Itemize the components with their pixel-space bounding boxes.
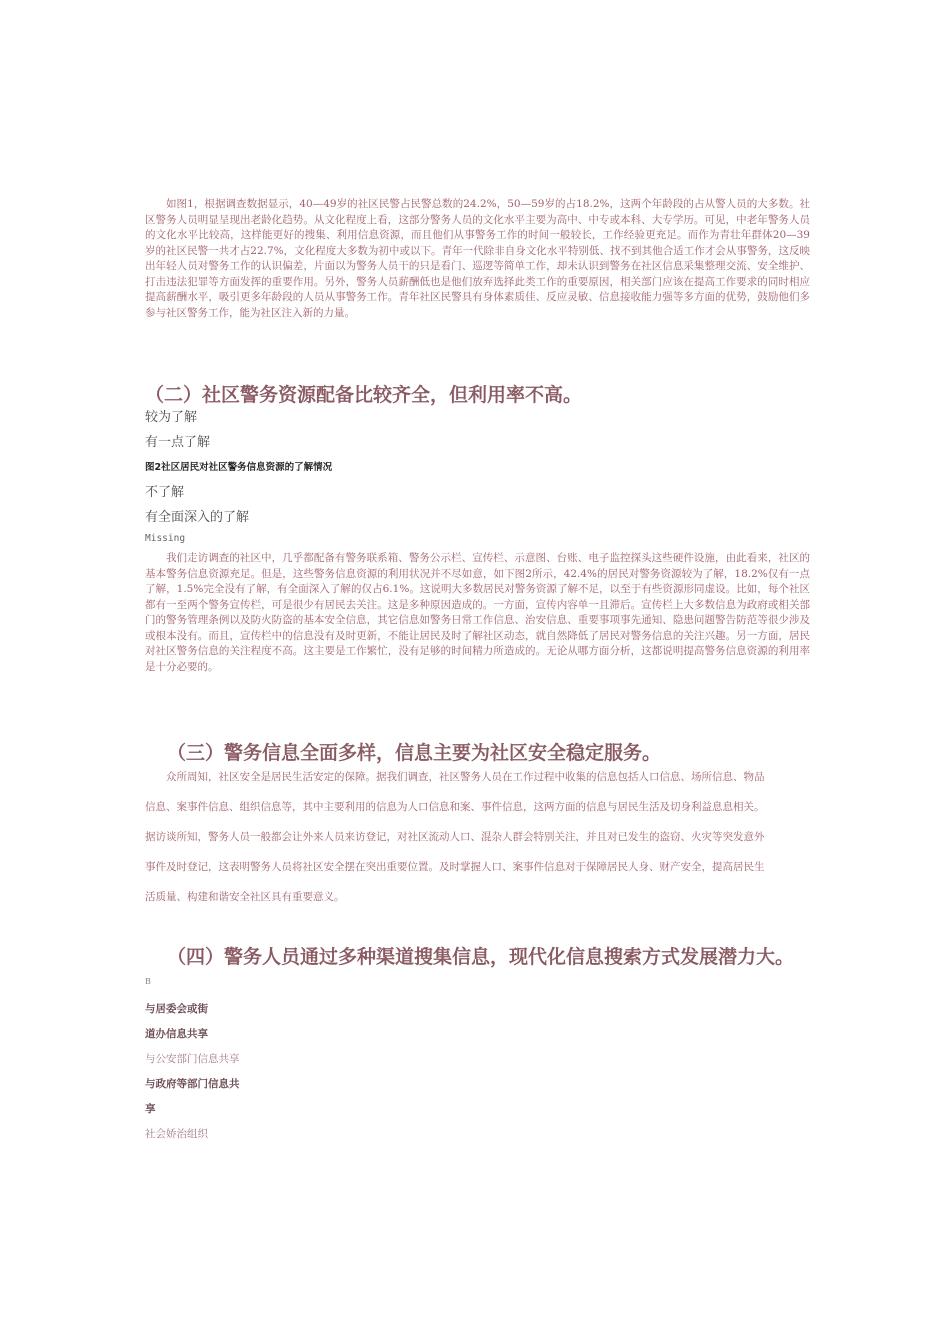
figure2-legend-not-aware: 不了解	[145, 485, 185, 500]
figure4-item: 与政府等部门信息共	[145, 1078, 240, 1090]
paragraph-resource-utilization: 我们走访调查的社区中，几乎都配备有警务联系箱、警务公示栏、宣传栏、示意图、台账、电子监控探头这些硬件设施，由此看来，社区的基本警务信息资源充足。但是，这些警务信息资源的利用状况并不尽如意，如下图2所示，42.4%的居民对警务资源较为了解，18.2%仅有一点了解，1.5%完全没有了解，有全面深入了解的仅占6.1%。这说明大多数居民对警务资源了解不足，以至于有些资源形同虚设。比如，每个社区都有一至两个警务宣传栏，可是很少有居民去关注。这是多种原因造成的。一方面，宣传内容单一且滞后。宣传栏上大多数信息为政府或相关部门的警务管理条例以及防火防盗的基本安全信息，其它信息如警务日常工作信息、治安信息、重要事项事先通知、隐患问题警告防范等很少涉及或根本没有。而且，宣传栏中的信息没有及时更新，不能让居民及时了解社区动态，就自然降低了居民对警务信息的关注兴趣。另一方面，居民对社区警务信息的关注程度不高。这主要是工作繁忙，没有足够的时间精力所造成的。无论从哪方面分析，这都说明提高警务信息资源的利用率是十分必要的。	[145, 552, 810, 673]
section-heading-3: （三）警务信息全面多样，信息主要为社区安全稳定服务。	[167, 742, 662, 764]
figure4-item: 道办信息共享	[145, 1028, 208, 1040]
paragraph-community-safety	[145, 770, 810, 920]
figure4-item: 享	[145, 1103, 156, 1115]
figure4-item: 与居委会或街	[145, 1003, 208, 1015]
paragraph-line: 据访谈所知，警务人员一般都会让外来人员来访登记，对社区流动人口、混杂人群会特别关注，并且对已发生的盗窃、火灾等突发意外	[145, 831, 765, 843]
paragraph-line: 活质量、构建和谐安全社区具有重要意义。	[145, 891, 345, 903]
figure4-item: 社会娇治组织	[145, 1128, 208, 1140]
section-heading-4: （四）警务人员通过多种渠道搜集信息，现代化信息搜索方式发展潜力大。	[167, 946, 795, 968]
paragraph-line: 事件及时登记，这表明警务人员将社区安全摆在突出重要位置。及时掌握人口、案事件信息对于保障居民人身、财产安全，提高居民生	[145, 861, 765, 873]
section-heading-2: （二）社区警务资源配备比较齐全，但利用率不高。	[145, 384, 583, 406]
figure2-missing-label: Missing	[145, 533, 186, 544]
paragraph-line: 众所周知，社区安全是居民生活安定的保障。据我们调查，社区警务人员在工作过程中收集的信息包括人口信息、场所信息、物品	[166, 771, 765, 783]
paragraph-line: 信息、案事件信息、组织信息等，其中主要利用的信息为人口信息和案、事件信息，这两方面的信息与居民生活及切身利益息息相关。	[145, 801, 765, 813]
figure2-caption: 图2社区居民对社区警务信息资源的了解情况	[145, 462, 333, 473]
figure2-legend-somewhat-aware: 较为了解	[145, 410, 198, 425]
paragraph-age-distribution: 如图1，根据调查数据显示，40—49岁的社区民警占民警总数的24.2%，50—59岁的占18.2%，这两个年龄段的占从警人员的大多数。社区警务人员明显呈现出老龄化趋势。从文化程度上看，这部分警务人员的文化水平主要为高中、中专或本科、大专学历。可见，中老年警务人员的文化水平比较高，这样能更好的搜集、利用信息资源，而且他们从事警务工作的时间一般较长，工作经验更充足。而作为青壮年群体20—39岁的社区民警一共才占22.7%，文化程度大多数为初中或以下。青年一代除非自身文化水平特别低、找不到其他合适工作才会从事警务，这反映出年轻人员对警务工作的认识偏差，片面以为警务人员干的只是看门、巡逻等简单工作，却未认识到警务在社区信息采集整理交流、安全维护、打击违法犯罪等方面发挥的重要作用。另外，警务人员薪酬低也是他们放弃选择此类工作的重要原因，相关部门应该在提高工作要求的同时相应提高薪酬水平，吸引更多年龄段的人员从事警务工作。青年社区民警具有身体素质佳、反应灵敏、信息接收能力强等多方面的优势，鼓励他们多参与社区警务工作，能为社区注入新的力量。	[145, 198, 810, 319]
figure4-mark: B	[145, 977, 151, 986]
figure2-legend-fully-aware: 有全面深入的了解	[145, 510, 250, 525]
figure4-item: 与公安部门信息共享	[145, 1053, 240, 1065]
figure2-legend-little-aware: 有一点了解	[145, 435, 211, 450]
